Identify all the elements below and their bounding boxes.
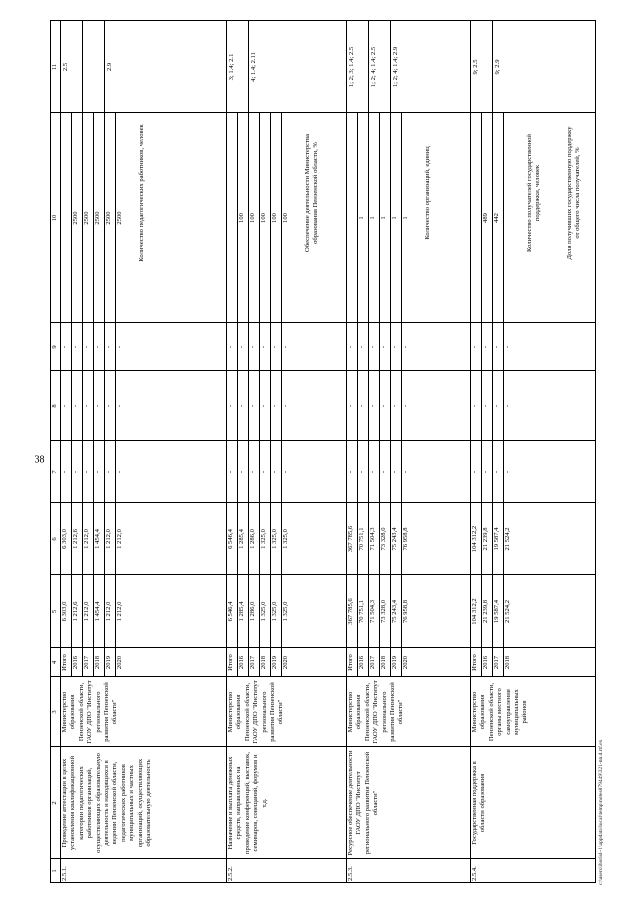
link-divider <box>82 21 83 113</box>
table-cell-total: 1 212,0 <box>116 601 123 622</box>
table-cell-loc: - <box>402 404 409 408</box>
table-cell-reg: 73 328,0 <box>380 527 387 551</box>
table-cell-ext: - <box>471 345 478 349</box>
table-cell-reg: 1 325,0 <box>260 529 267 549</box>
table-cell-loc: - <box>238 404 245 408</box>
table-cell-total: 21 239,8 <box>482 599 489 624</box>
column-divider <box>50 440 596 441</box>
table-cell-reg: 367 785,6 <box>347 525 354 553</box>
table-cell-fed: - <box>380 470 387 474</box>
table-cell-fed: - <box>72 470 79 474</box>
table-cell-total: 1 285,4 <box>238 601 245 622</box>
indicator-name-2: Доля получивших государственную поддержку от общего числа получателей, % <box>566 126 582 260</box>
table-cell-total: 6 303,0 <box>61 601 68 622</box>
table-cell-ext: - <box>249 345 256 349</box>
column-divider <box>50 322 596 323</box>
indicator-name: Обеспечение деятельности Министерства образования Пензенской области, % <box>304 134 320 252</box>
table-cell-ext: - <box>358 345 365 349</box>
table-cell-total: 1 212,0 <box>83 601 90 622</box>
table-cell-year: Итого <box>347 654 354 671</box>
table-cell-fed: - <box>238 470 245 474</box>
table-cell-ext: - <box>391 345 398 349</box>
page-number: 38 <box>34 454 45 466</box>
table-cell-reg: 21 239,8 <box>482 527 489 551</box>
header-cell: 9 <box>51 345 58 349</box>
table-cell-year: 2017 <box>369 655 376 670</box>
table-cell-ind: 100 <box>260 213 267 223</box>
column-divider <box>50 676 596 677</box>
table-cell-total: 1 325,0 <box>271 601 278 622</box>
link-value: 2.5 <box>62 62 69 72</box>
table-cell-loc: - <box>369 404 376 408</box>
table-cell-fed: - <box>227 470 234 474</box>
indicator-name: Количество организаций, единиц <box>424 146 431 240</box>
table-cell-fed: - <box>347 470 354 474</box>
table-cell-loc: - <box>504 404 511 408</box>
table-cell-fed: - <box>271 470 278 474</box>
table-cell-year: 2016 <box>358 655 365 670</box>
table-cell-fed: - <box>482 470 489 474</box>
item-name: Ресурсное обеспечение деятельности ГАОУ ДПО "Институт регионального развития Пензенской области" <box>347 750 380 856</box>
table-cell-total: 1 286,0 <box>249 601 256 622</box>
item-name: Проведение аттестации в целях установления квалификационной категории педагогических работников организаций, осуществляющих образовательную деятельность и находящихся в ведении Пензенской области, педагогических работников муниципальных и частных организаций, осуществляющих образовательную деятельность <box>61 753 153 853</box>
column-divider <box>50 502 596 503</box>
table-cell-ext: - <box>482 345 489 349</box>
table-cell-ind: 2500 <box>94 211 101 225</box>
table-cell-reg: 1 286,0 <box>249 529 256 549</box>
table-cell-loc: - <box>391 404 398 408</box>
table-cell-year: 2020 <box>116 655 123 670</box>
table-cell-year: Итого <box>471 654 478 671</box>
item-executor: Министерство образования Пензенской области, ГАОУ ДПО "Институт регионального развития Пензенской области" <box>227 680 285 744</box>
table-cell-loc: - <box>105 404 112 408</box>
header-cell: 10 <box>51 214 58 222</box>
table-cell-loc: - <box>116 404 123 408</box>
table-cell-loc: - <box>282 404 289 408</box>
table-cell-fed: - <box>260 470 267 474</box>
table-cell-ext: - <box>493 345 500 349</box>
table-cell-year: 2018 <box>380 655 387 670</box>
table-cell-year: 2019 <box>105 655 112 670</box>
column-divider <box>50 746 596 747</box>
table-cell-total: 76 958,8 <box>402 599 409 624</box>
table-cell-fed: - <box>116 470 123 474</box>
table-cell-ind: 1 <box>391 216 398 220</box>
table-cell-ind: 2500 <box>72 211 79 225</box>
table-cell-fed: - <box>282 470 289 474</box>
table-cell-loc: - <box>94 404 101 408</box>
table-cell-fed: - <box>83 470 90 474</box>
table-cell-total: 1 212,6 <box>72 601 79 622</box>
header-cell: 2 <box>51 801 58 805</box>
column-divider <box>50 112 596 113</box>
table-cell-year: 2017 <box>83 655 90 670</box>
link-divider <box>390 21 391 113</box>
table-cell-total: 75 243,4 <box>391 599 398 624</box>
table-cell-reg: 1 212,0 <box>83 529 90 549</box>
link-value: 9; 2.5 <box>472 59 479 75</box>
table-cell-ind: 2500 <box>116 211 123 225</box>
link-divider <box>248 21 249 113</box>
column-divider <box>50 20 596 21</box>
table-cell-reg: 1 325,0 <box>282 529 289 549</box>
table-cell-loc: - <box>260 404 267 408</box>
program-table <box>50 21 596 883</box>
link-value: 1; 2; 4; 1.4; 2.5 <box>370 46 377 88</box>
table-cell-ext: - <box>271 345 278 349</box>
table-cell-ind: 1 <box>358 216 365 220</box>
column-divider <box>50 647 596 648</box>
table-cell-ext: - <box>504 345 511 349</box>
table-cell-ext: - <box>369 345 376 349</box>
table-cell-ind: 100 <box>282 213 289 223</box>
table-cell-year: 2020 <box>402 655 409 670</box>
table-cell-reg: 104 312,2 <box>471 525 478 553</box>
table-cell-reg: 75 243,4 <box>391 527 398 551</box>
table-cell-ext: - <box>105 345 112 349</box>
table-cell-ext: - <box>282 345 289 349</box>
column-divider <box>50 370 596 371</box>
table-cell-loc: - <box>83 404 90 408</box>
table-cell-reg: 71 504,3 <box>369 527 376 551</box>
table-cell-year: 2019 <box>271 655 278 670</box>
table-cell-year: 2020 <box>282 655 289 670</box>
link-value: 1; 2; 3; 1.4; 2.5 <box>348 46 355 88</box>
table-cell-ind: 442 <box>493 213 500 223</box>
table-cell-ind: 2500 <box>83 211 90 225</box>
header-cell: 4 <box>51 660 58 665</box>
table-cell-total: 6 546,4 <box>227 601 234 622</box>
table-cell-year: 2016 <box>72 655 79 670</box>
table-cell-ind: 1 <box>402 216 409 220</box>
table-cell-total: 71 504,3 <box>369 599 376 624</box>
table-cell-fed: - <box>94 470 101 474</box>
table-cell-fed: - <box>249 470 256 474</box>
indicator-name: Количество педагогических работников, человек <box>138 124 145 262</box>
table-cell-loc: - <box>227 404 234 408</box>
header-cell: 1 <box>51 869 58 873</box>
table-cell-year: 2016 <box>238 655 245 670</box>
table-cell-ext: - <box>238 345 245 349</box>
table-cell-ext: - <box>83 345 90 349</box>
item-name: Назначение и выплата денежных средств, направленных на проведение конференций, выставок, семинаров, совещаний, форумов и т.д. <box>227 751 268 855</box>
table-cell-total: 1 325,0 <box>282 601 289 622</box>
column-divider <box>50 882 596 883</box>
table-cell-ext: - <box>347 345 354 349</box>
table-cell-fed: - <box>402 470 409 474</box>
header-cell: 11 <box>51 63 58 71</box>
table-cell-year: 2018 <box>260 655 267 670</box>
table-cell-fed: - <box>61 470 68 474</box>
table-cell-ext: - <box>116 345 123 349</box>
table-cell-year: 2019 <box>391 655 398 670</box>
item-number: 2.5.4. <box>471 866 478 881</box>
header-cell: 5 <box>51 609 58 614</box>
table-cell-fed: - <box>391 470 398 474</box>
table-cell-year: 2018 <box>504 655 511 670</box>
table-cell-reg: 6 303,0 <box>61 529 68 549</box>
table-cell-ext: - <box>227 345 234 349</box>
column-divider <box>50 858 596 859</box>
table-cell-loc: - <box>271 404 278 408</box>
table-cell-loc: - <box>347 404 354 408</box>
table-cell-loc: - <box>380 404 387 408</box>
link-value: 3; 1.4; 2.1 <box>228 53 235 81</box>
table-cell-year: Итого <box>227 654 234 671</box>
table-cell-total: 21 524,2 <box>504 599 511 624</box>
table-cell-reg: 1 285,4 <box>238 529 245 549</box>
table-cell-reg: 70 751,1 <box>358 527 365 551</box>
table-cell-ext: - <box>380 345 387 349</box>
item-number: 2.5.3. <box>347 866 354 881</box>
table-cell-total: 1 325,0 <box>260 601 267 622</box>
table-cell-ext: - <box>94 345 101 349</box>
item-number: 2.5.1. <box>61 866 68 881</box>
table-cell-fed: - <box>504 470 511 474</box>
item-executor: Министерство образования Пензенской области, органы местного самоуправления муниципальных районов <box>471 682 529 742</box>
header-cell: 6 <box>51 537 58 541</box>
table-cell-ind: 2500 <box>105 211 112 225</box>
table-cell-reg: 76 958,8 <box>402 527 409 551</box>
table-cell-reg: 1 212,0 <box>105 529 112 549</box>
header-cell: 8 <box>51 404 58 408</box>
table-cell-loc: - <box>72 404 79 408</box>
item-number: 2.5.2. <box>227 866 234 881</box>
table-cell-year: 2018 <box>94 655 101 670</box>
item-name: Государственная поддержка в области образования <box>471 761 487 845</box>
table-cell-fed: - <box>105 470 112 474</box>
link-value: 9; 2.9 <box>494 59 501 75</box>
table-cell-ind: 1 <box>369 216 376 220</box>
table-cell-total: 70 751,1 <box>358 599 365 624</box>
table-cell-reg: 1 454,4 <box>94 529 101 549</box>
table-cell-total: 73 328,0 <box>380 599 387 624</box>
table-cell-ind: 100 <box>249 213 256 223</box>
link-divider <box>104 21 105 113</box>
table-cell-ind: 100 <box>271 213 278 223</box>
table-cell-reg: 19 587,4 <box>493 527 500 551</box>
table-cell-reg: 6 546,4 <box>227 529 234 549</box>
table-cell-reg: 1 212,0 <box>116 529 123 549</box>
table-cell-total: 1 454,4 <box>94 601 101 622</box>
header-cell: 7 <box>51 470 58 474</box>
table-cell-year: 2017 <box>493 655 500 670</box>
table-cell-ext: - <box>260 345 267 349</box>
header-cell: 3 <box>51 710 58 714</box>
table-cell-fed: - <box>358 470 365 474</box>
table-cell-ind: 100 <box>238 213 245 223</box>
link-value: 1; 2; 4; 1.4; 2.9 <box>392 46 399 88</box>
table-cell-ext: - <box>402 345 409 349</box>
table-cell-ext: - <box>72 345 79 349</box>
item-executor: Министерство образования Пензенской области, ГАОУ ДПО "Институт регионального развития Пензенской области" <box>347 680 405 744</box>
table-cell-loc: - <box>482 404 489 408</box>
table-cell-ind: 1 <box>380 216 387 220</box>
table-cell-total: 367 785,6 <box>347 598 354 625</box>
table-cell-loc: - <box>471 404 478 408</box>
table-cell-total: 19 587,4 <box>493 599 500 624</box>
table-cell-year: 2016 <box>482 655 489 670</box>
table-cell-fed: - <box>471 470 478 474</box>
footer-path: c:\users\iborisl~1\appdata\local\temp\notes879449\321-nn.d.rtf.ex <box>598 739 604 885</box>
table-cell-reg: 1 325,0 <box>271 529 278 549</box>
link-value: 4; 1.4; 2.11 <box>250 52 257 82</box>
table-cell-total: 104 312,2 <box>471 598 478 625</box>
table-cell-reg: 21 524,2 <box>504 527 511 551</box>
table-cell-total: 1 212,0 <box>105 601 112 622</box>
link-divider <box>492 21 493 113</box>
table-cell-loc: - <box>61 404 68 408</box>
item-executor: Министерство образования Пензенской области, ГАОУ ДПО "Институт регионального развития Пензенской области" <box>61 680 119 744</box>
table-cell-loc: - <box>493 404 500 408</box>
table-cell-loc: - <box>249 404 256 408</box>
table-cell-loc: - <box>358 404 365 408</box>
column-divider <box>50 574 596 575</box>
table-cell-ext: - <box>61 345 68 349</box>
table-cell-ind: 489 <box>482 213 489 223</box>
link-value: 2.9 <box>106 62 113 72</box>
link-divider <box>368 21 369 113</box>
table-cell-fed: - <box>369 470 376 474</box>
table-bottom-border <box>595 21 596 883</box>
table-cell-reg: 1 212,6 <box>72 529 79 549</box>
table-cell-year: 2017 <box>249 655 256 670</box>
indicator-name: Количество получателей государственной поддержки, человек <box>526 134 542 252</box>
table-cell-fed: - <box>493 470 500 474</box>
table-cell-year: Итого <box>61 654 68 671</box>
